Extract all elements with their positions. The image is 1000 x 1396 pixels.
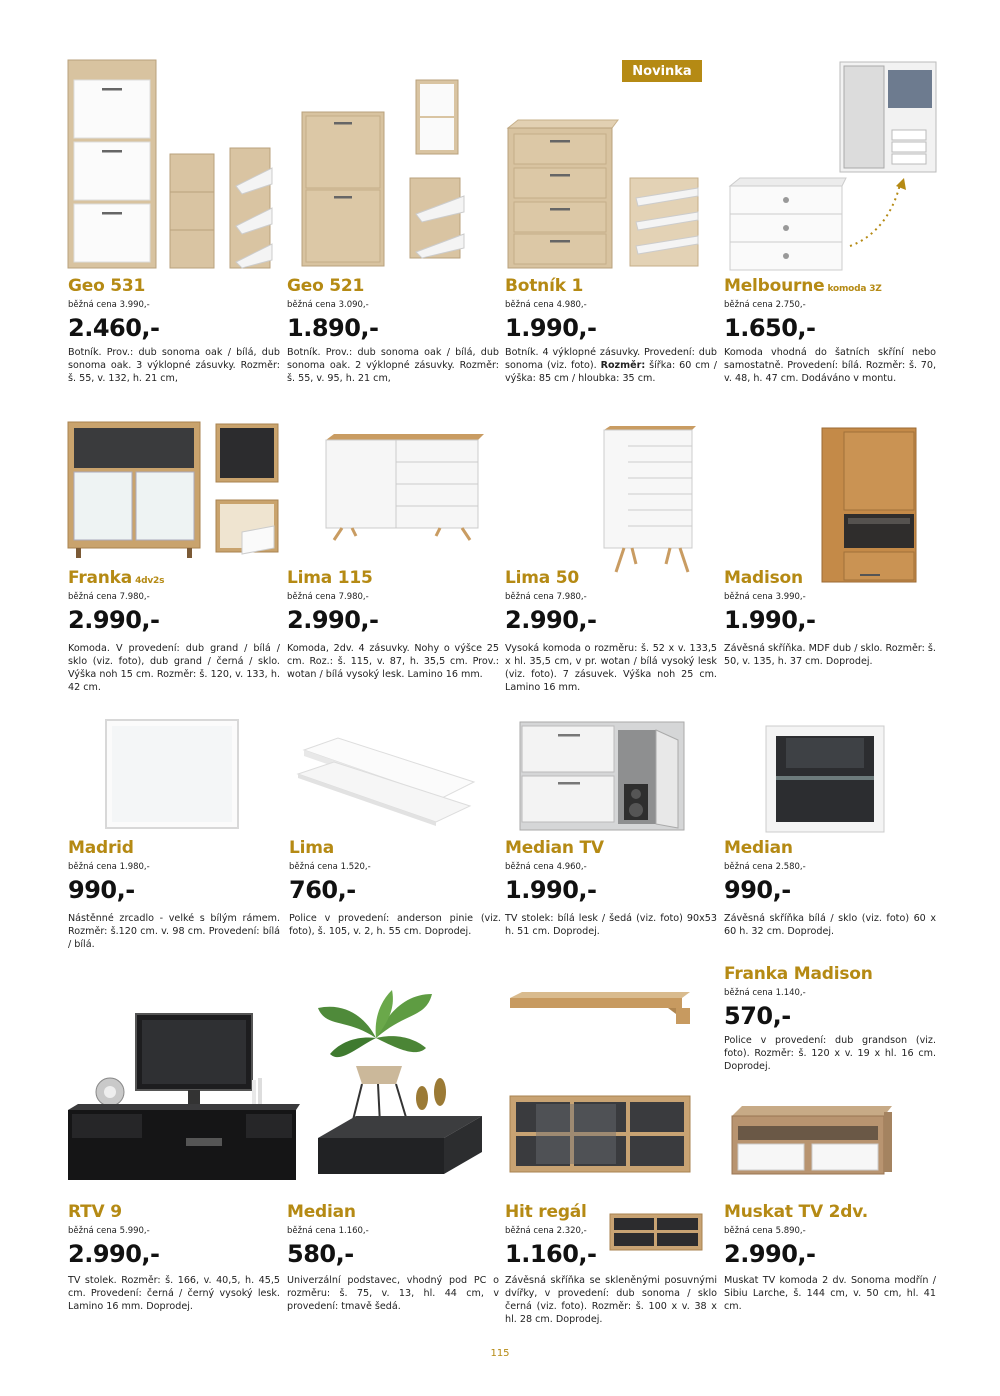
- regular-price: běžná cena 3.990,-: [68, 300, 150, 310]
- lima115-image: [322, 432, 488, 542]
- lima50-image: [600, 424, 700, 574]
- sale-price: 2.990,-: [68, 606, 160, 634]
- sale-price: 2.990,-: [505, 606, 597, 634]
- regular-price: běžná cena 3.090,-: [287, 300, 369, 310]
- product-description: Závěsná skříňka. MDF dub / sklo. Rozměr: š. 50, v. 135, h. 37 cm. Doprodej.: [724, 643, 936, 667]
- median-tv-image: [518, 720, 690, 834]
- product-description: Závěsná skříňka bílá / sklo (viz. foto) 60 x 60 h. 32 cm. Doprodej.: [724, 913, 936, 937]
- sale-price: 2.990,-: [68, 1240, 160, 1268]
- product-description: Police v provedení: anderson pinie (viz. foto), š. 105, v. 2, h. 55 cm. Doprodej.: [289, 913, 501, 937]
- sale-price: 2.990,-: [724, 1240, 816, 1268]
- botnik1-image: [506, 118, 702, 270]
- franka-image: [66, 420, 282, 560]
- madison-image: [820, 426, 920, 586]
- regular-price: běžná cena 4.960,-: [505, 862, 587, 872]
- product-name: Median TV: [505, 838, 604, 858]
- sale-price: 1.650,-: [724, 314, 816, 342]
- median-stand-image: [316, 988, 484, 1180]
- product-description: Vysoká komoda o rozměru: š. 52 x v. 133,5 x hl. 35,5 cm, v pr. wotan / bílá vysoký lesk (viz. foto). 7 zásuvek. Výška noh 25 cm. Lamino 16 mm.: [505, 643, 717, 693]
- product-name: RTV 9: [68, 1202, 122, 1222]
- product-description: TV stolek: bílá lesk / šedá (viz. foto) 90x53 h. 51 cm. Doprodej.: [505, 913, 717, 937]
- sale-price: 570,-: [724, 1002, 791, 1030]
- new-badge: Novinka: [622, 60, 702, 82]
- product-name: Madrid: [68, 838, 134, 858]
- madrid-mirror-image: [104, 718, 240, 830]
- product-name: Franka 4dv2s: [68, 568, 165, 588]
- regular-price: běžná cena 2.320,-: [505, 1226, 587, 1236]
- geo521-image: [298, 78, 478, 270]
- hit-regal-image: [508, 1094, 692, 1174]
- product-description: Komoda vhodná do šatních skříní nebo samostatně. Provedení: bílá. Rozměr: š. 70, v. 48, h. 47 cm. Dodáváno v montu.: [724, 347, 936, 384]
- lima-shelves-image: [296, 736, 480, 826]
- regular-price: běžná cena 3.990,-: [724, 592, 806, 602]
- product-name: Franka Madison: [724, 964, 873, 984]
- regular-price: běžná cena 7.980,-: [505, 592, 587, 602]
- hit-regal-small-image: [608, 1212, 704, 1252]
- product-description: Botník. Prov.: dub sonoma oak / bílá, dub sonoma oak. 3 výklopné zásuvky. Rozměr: š. 55, v. 132, h. 21 cm,: [68, 347, 280, 384]
- product-name: Median: [724, 838, 793, 858]
- product-description: Nástěnné zrcadlo - velké s bílým rámem. Rozměr: š.120 cm. v. 98 cm. Provedení: bílá / bílá.: [68, 913, 280, 950]
- muskat-tv-image: [730, 1104, 894, 1180]
- regular-price: běžná cena 5.990,-: [68, 1226, 150, 1236]
- sale-price: 580,-: [287, 1240, 354, 1268]
- sale-price: 760,-: [289, 876, 356, 904]
- product-description: Univerzální podstavec, vhodný pod PC o rozměru: š. 75, v. 13, hl. 44 cm, v provedení: tmavě šedá.: [287, 1275, 499, 1312]
- regular-price: běžná cena 1.140,-: [724, 988, 806, 998]
- regular-price: běžná cena 1.980,-: [68, 862, 150, 872]
- regular-price: běžná cena 7.980,-: [68, 592, 150, 602]
- product-name: Hit regál: [505, 1202, 587, 1222]
- product-description: Botník. 4 výklopné zásuvky. Provedení: dub sonoma (viz. foto). Rozměr: šířka: 60 cm / výška: 85 cm / hloubka: 35 cm.: [505, 347, 717, 384]
- product-name: Lima: [289, 838, 335, 858]
- product-description: Závěsná skříňka se skleněnými posuvnými dvířky, v provedení: dub sonoma / sklo černá (viz. foto). Rozměr: š. 100 x v. 38 x hl. 28 cm. Doprodej.: [505, 1275, 717, 1325]
- product-description: Komoda. V provedení: dub grand / bílá / sklo (viz. foto), dub grand / černá / sklo. Výška noh 15 cm. Rozměr: š. 120, v. 133, h. 42 cm.: [68, 643, 280, 693]
- product-description: Muskat TV komoda 2 dv. Sonoma modřín / Sibiu Larche, š. 144 cm, v. 50 cm, hl. 41 cm.: [724, 1275, 936, 1312]
- product-name: Median: [287, 1202, 356, 1222]
- product-name: Madison: [724, 568, 803, 588]
- product-name: Geo 531: [68, 276, 146, 296]
- regular-price: běžná cena 1.520,-: [289, 862, 371, 872]
- product-name: Muskat TV 2dv.: [724, 1202, 868, 1222]
- sale-price: 990,-: [68, 876, 135, 904]
- product-description: TV stolek. Rozměr: š. 166, v. 40,5, h. 45,5 cm. Provedení: černá / černý vysoký lesk. Lamino 16 mm. Doprodej.: [68, 1275, 280, 1312]
- sale-price: 1.990,-: [505, 876, 597, 904]
- sale-price: 1.990,-: [724, 606, 816, 634]
- median-cabinet-image: [764, 724, 886, 834]
- regular-price: běžná cena 5.890,-: [724, 1226, 806, 1236]
- sale-price: 2.990,-: [287, 606, 379, 634]
- sale-price: 1.990,-: [505, 314, 597, 342]
- geo531-image: [66, 58, 282, 272]
- regular-price: běžná cena 7.980,-: [287, 592, 369, 602]
- product-name: Melbourne komoda 3Z: [724, 276, 882, 296]
- page-number: 115: [490, 1348, 510, 1359]
- product-name: Botník 1: [505, 276, 584, 296]
- product-name: Geo 521: [287, 276, 365, 296]
- sale-price: 2.460,-: [68, 314, 160, 342]
- product-description: Police v provedení: dub grandson (viz. foto). Rozměr: š. 120 x v. 19 x hl. 16 cm. Doprodej.: [724, 1035, 936, 1072]
- melbourne-image: [728, 60, 938, 272]
- sale-price: 1.160,-: [505, 1240, 597, 1268]
- rtv9-image: [66, 1010, 302, 1186]
- sale-price: 1.890,-: [287, 314, 379, 342]
- sale-price: 990,-: [724, 876, 791, 904]
- regular-price: běžná cena 4.980,-: [505, 300, 587, 310]
- product-description: Komoda, 2dv. 4 zásuvky. Nohy o výšce 25 cm. Roz.: š. 115, v. 87, h. 35,5 cm. Prov.: wotan / bílá vysoký lesk. Lamino 16 mm.: [287, 643, 499, 680]
- regular-price: běžná cena 2.750,-: [724, 300, 806, 310]
- product-name: Lima 115: [287, 568, 373, 588]
- hit-wall-shelf-image: [508, 990, 692, 1030]
- product-description: Botník. Prov.: dub sonoma oak / bílá, dub sonoma oak. 2 výklopné zásuvky. Rozměr: š. 55, v. 95, h. 21 cm,: [287, 347, 499, 384]
- regular-price: běžná cena 2.580,-: [724, 862, 806, 872]
- regular-price: běžná cena 1.160,-: [287, 1226, 369, 1236]
- product-name: Lima 50: [505, 568, 580, 588]
